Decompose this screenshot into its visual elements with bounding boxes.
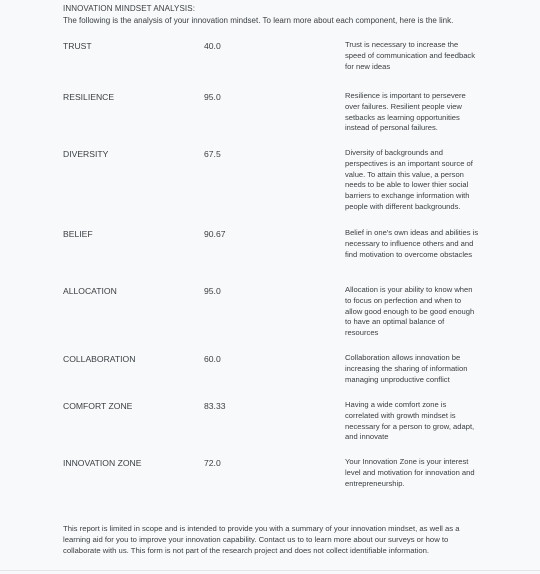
component-description: Collaboration allows innovation be increasing the sharing of information managing unproductive conflict bbox=[345, 353, 468, 384]
component-name: DIVERSITY bbox=[63, 149, 109, 159]
report-title: INNOVATION MINDSET ANALYSIS: bbox=[63, 4, 196, 13]
component-score: 72.0 bbox=[204, 458, 221, 468]
component-score: 90.67 bbox=[204, 229, 226, 239]
component-description: Allocation is your ability to know when to focus on perfection and when to allow good enough to be good enough to have an optimal balance of resources bbox=[345, 285, 475, 338]
component-description: Resilience is important to persevere over failures. Resilient people view setbacks as learning opportunities instead of personal failures. bbox=[345, 91, 466, 133]
report-disclaimer: This report is limited in scope and is intended to provide you with a summary of your innovation mindset, as well as a learning aid for you to improve your innovation capability. Contact us to to learn more about our surveys or how to collaborate with us. This form is not part of the research project and does not collect identifiable information. bbox=[63, 524, 460, 555]
report-intro: The following is the analysis of your innovation mindset. To learn more about each component, here is the link. bbox=[63, 16, 454, 25]
component-name: INNOVATION ZONE bbox=[63, 458, 142, 468]
component-description: Your Innovation Zone is your interest level and motivation for innovation and entrepreneurship. bbox=[345, 457, 475, 488]
component-name: BELIEF bbox=[63, 229, 93, 239]
component-name: RESILIENCE bbox=[63, 92, 115, 102]
component-score: 67.5 bbox=[204, 149, 221, 159]
component-name: COMFORT ZONE bbox=[63, 401, 133, 411]
bottom-divider bbox=[0, 570, 540, 571]
component-name: COLLABORATION bbox=[63, 354, 136, 364]
component-score: 40.0 bbox=[204, 41, 221, 51]
component-description: Having a wide comfort zone is correlated with growth mindset is necessary for a person to grow, adapt, and innovate bbox=[345, 400, 475, 442]
component-name: ALLOCATION bbox=[63, 286, 117, 296]
component-name: TRUST bbox=[63, 41, 92, 51]
component-description: Diversity of backgrounds and perspectives is an important source of value. To attain this value, a person needs to be able to lower thier social barriers to exchange information with people with different backgrounds. bbox=[345, 148, 473, 211]
component-score: 60.0 bbox=[204, 354, 221, 364]
component-score: 95.0 bbox=[204, 92, 221, 102]
component-score: 83.33 bbox=[204, 401, 226, 411]
component-description: Belief in one's own ideas and abilities is necessary to influence others and and find motivation to overcome obstacles bbox=[345, 228, 479, 259]
component-score: 95.0 bbox=[204, 286, 221, 296]
component-description: Trust is necessary to increase the speed of communication and feedback for new ideas bbox=[345, 40, 476, 71]
